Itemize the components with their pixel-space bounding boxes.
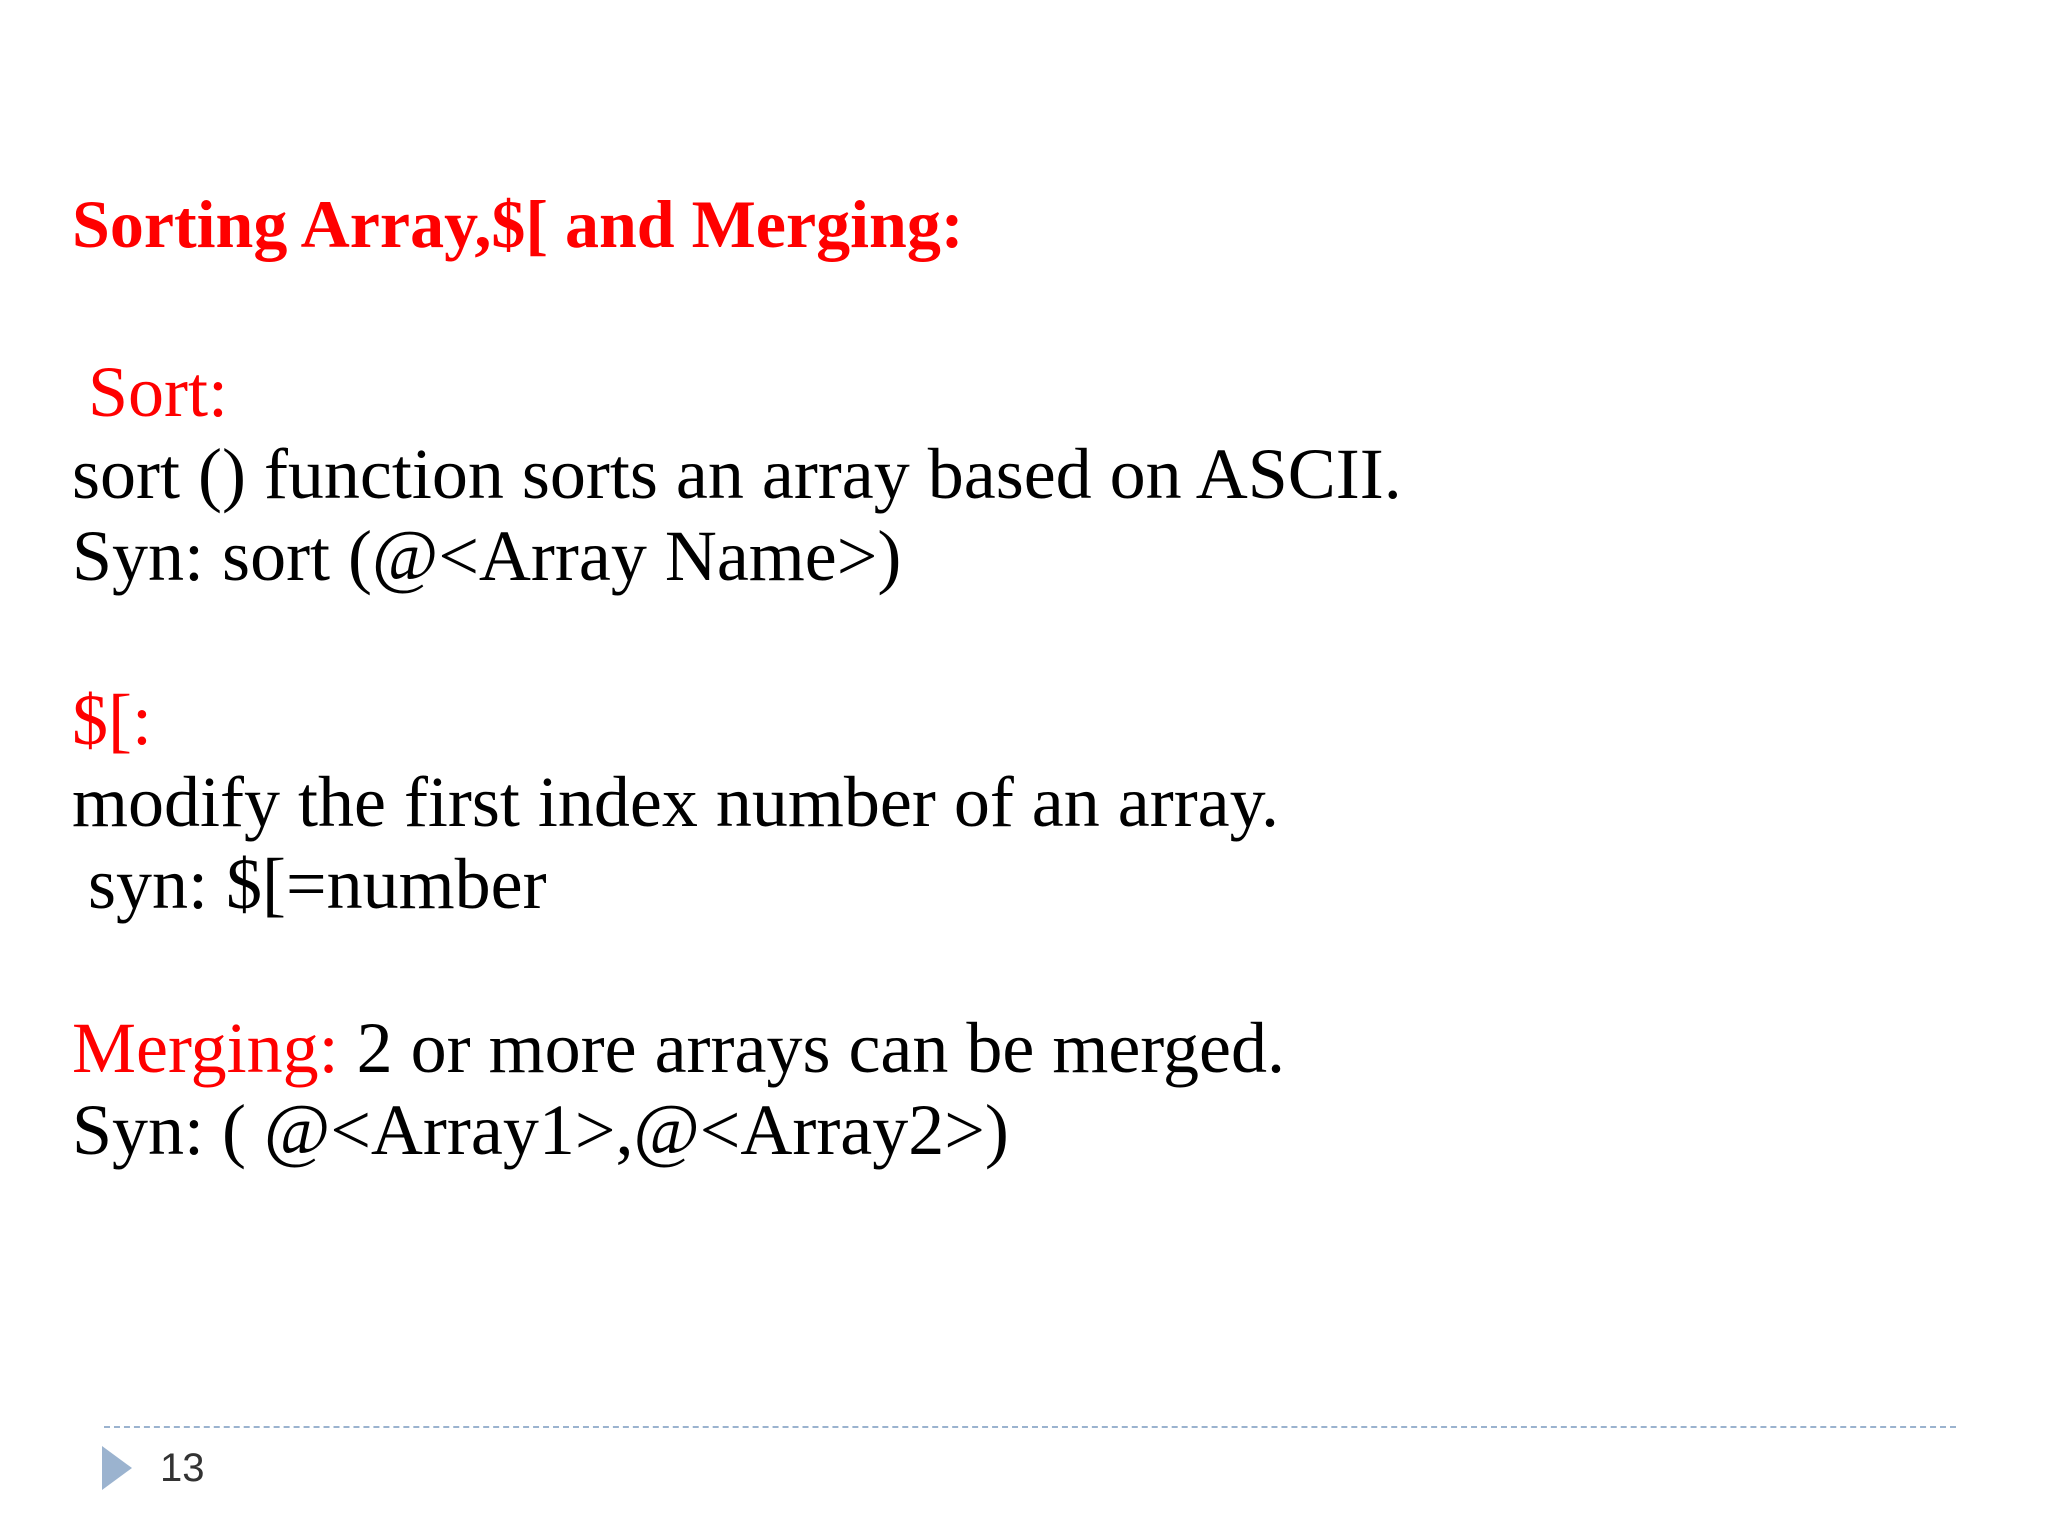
sort-heading: Sort:	[88, 352, 229, 432]
triangle-right-icon	[102, 1446, 132, 1490]
merging-heading: Merging:	[72, 1008, 339, 1088]
index-description: modify the first index number of an array.	[72, 762, 1279, 842]
index-syntax: syn: $[=number	[88, 844, 547, 924]
merging-description: 2 or more arrays can be merged.	[338, 1008, 1285, 1088]
slide-title: Sorting Array,$[ and Merging:	[72, 186, 964, 262]
merging-syntax: Syn: ( @<Array1>,@<Array2>)	[72, 1090, 1009, 1170]
sort-description: sort () function sorts an array based on ASCII.	[72, 434, 1402, 514]
page-number: 13	[160, 1446, 205, 1490]
merging-line	[72, 1008, 1285, 1088]
footer-divider	[104, 1426, 1956, 1428]
index-heading: $[:	[72, 680, 152, 760]
sort-syntax: Syn: sort (@<Array Name>)	[72, 516, 902, 596]
